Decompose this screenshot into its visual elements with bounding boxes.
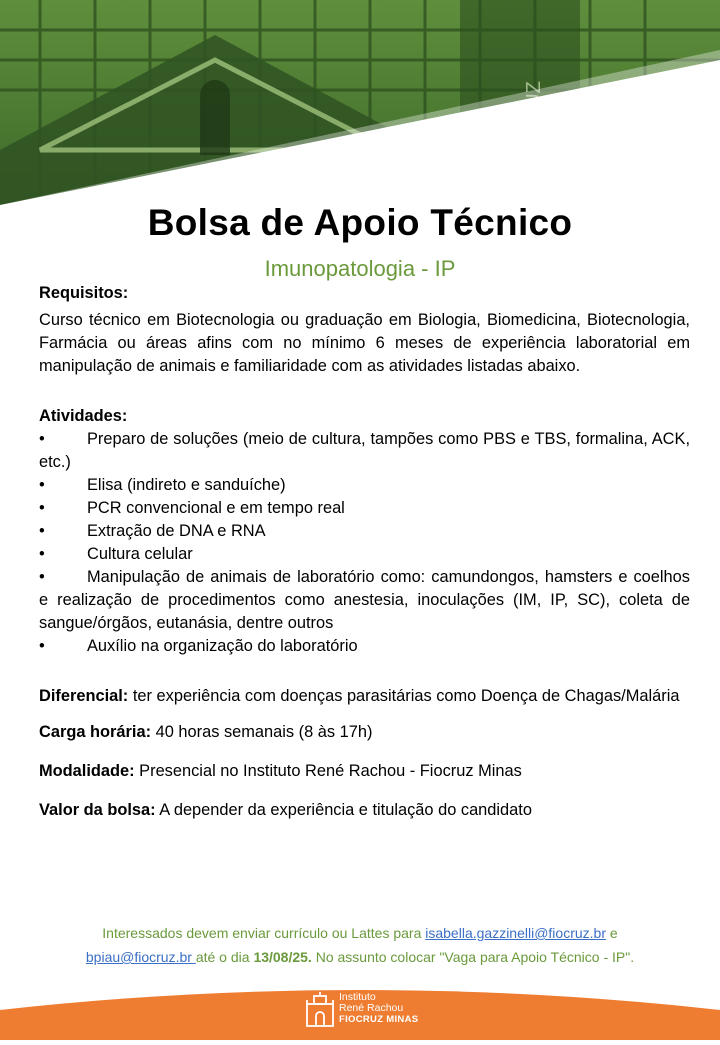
email-link-bpiau[interactable]: bpiau@fiocruz.br bbox=[85, 949, 196, 965]
logo-line-2: René Rachou bbox=[339, 1002, 404, 1014]
list-item: • Preparo de soluções (meio de cultura, tampões como PBS e TBS, formalina, ACK, etc.) bbox=[39, 430, 690, 471]
bullet: • bbox=[39, 430, 45, 448]
header-photo bbox=[0, 0, 720, 205]
page-subtitle: Imunopatologia - IP bbox=[264, 256, 456, 281]
email-link-isabella[interactable]: isabella.gazzinelli@fiocruz.br bbox=[425, 925, 606, 941]
logo-line-1: Instituto bbox=[339, 991, 376, 1003]
requisitos-text: Curso técnico em Biotecnologia ou graduação em Biologia, Biomedicina, Biotecnologia, Farmácia ou áreas afins com no mínimo 6 meses de experiência laboratorial em manipulação de animais e familiaridade com as atividades listadas abaixo. bbox=[39, 311, 690, 375]
list-item: • Auxílio na organização do laboratório bbox=[39, 635, 690, 658]
castle-icon bbox=[305, 992, 335, 1028]
job-description bbox=[39, 282, 690, 822]
bullet: • bbox=[39, 499, 45, 517]
list-item: • Cultura celular bbox=[39, 543, 690, 566]
institute-logo bbox=[305, 990, 425, 1030]
page-title: Bolsa de Apoio Técnico bbox=[147, 202, 573, 243]
atividades-heading: Atividades: bbox=[39, 407, 128, 425]
requisitos-heading: Requisitos: bbox=[39, 284, 129, 302]
carga-horaria-field: Carga horária: 40 horas semanais (8 às 17h) bbox=[39, 723, 373, 741]
list-item: • Manipulação de animais de laboratório como: camundongos, hamsters e coelhos e realização de procedimentos como anestesia, inoculações (IM, IP, SC), coleta de sangue/órgãos, eutanásia, dentre outros bbox=[39, 568, 690, 632]
bullet: • bbox=[39, 522, 45, 540]
logo-line-3: FIOCRUZ MINAS bbox=[339, 1014, 419, 1025]
modalidade-field: Modalidade: Presencial no Instituto René Rachou - Fiocruz Minas bbox=[39, 762, 522, 780]
list-item: • Elisa (indireto e sanduíche) bbox=[39, 474, 690, 497]
diferencial-field: Diferencial: ter experiência com doenças parasitárias como Doença de Chagas/Malária bbox=[39, 687, 680, 705]
list-item: • Extração de DNA e RNA bbox=[39, 520, 690, 543]
list-item: • PCR convencional e em tempo real bbox=[39, 497, 690, 520]
bullet: • bbox=[39, 476, 45, 494]
bullet: • bbox=[39, 568, 45, 586]
application-instructions: Interessados devem enviar currículo ou Lattes para isabella.gazzinelli@fiocruz.br e bpiau@fiocruz.br até o dia 13/08/25. No assunto colocar "Vaga para Apoio Técnico - IP". bbox=[85, 925, 635, 965]
bullet: • bbox=[39, 545, 45, 563]
valor-bolsa-field: Valor da bolsa: A depender da experiência e titulação do candidato bbox=[39, 801, 532, 819]
atividades-list bbox=[39, 428, 690, 658]
bullet: • bbox=[39, 637, 45, 655]
building-illustration bbox=[0, 0, 720, 205]
